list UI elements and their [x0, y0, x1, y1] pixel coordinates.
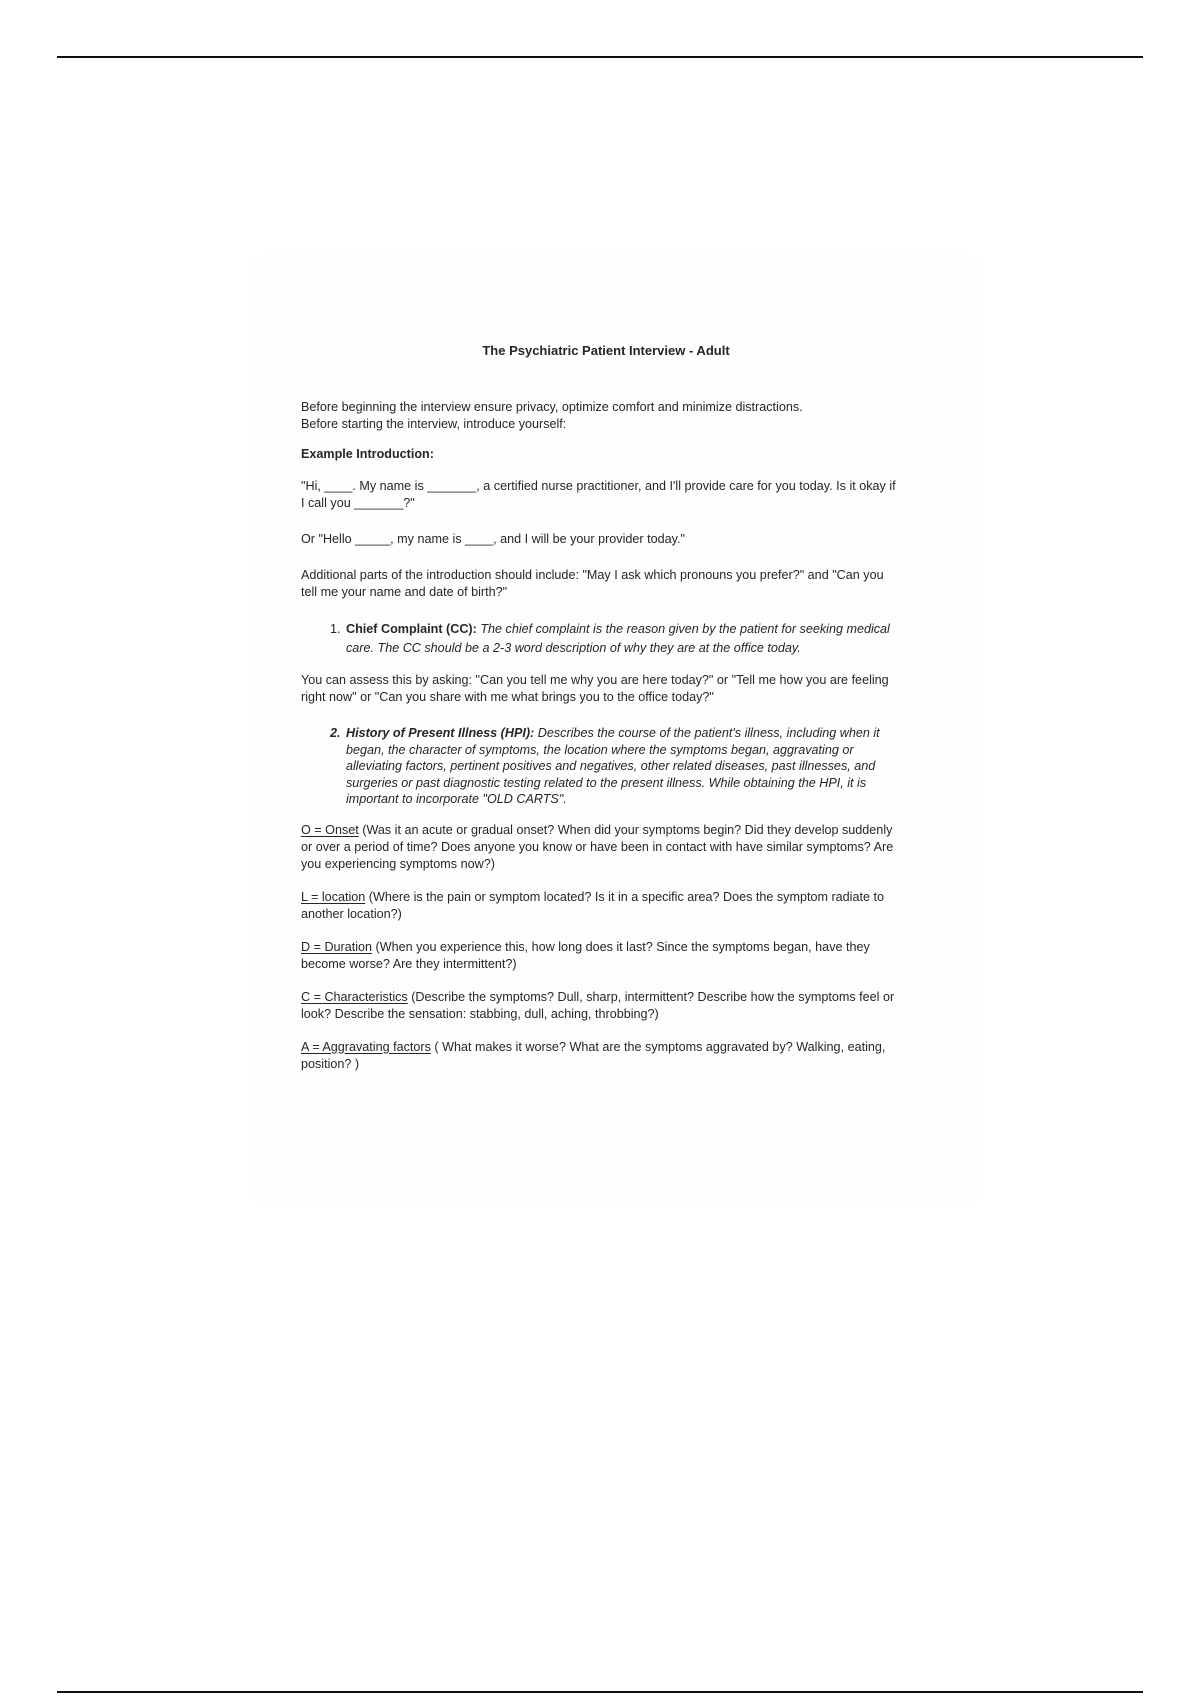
bottom-divider [57, 1691, 1143, 1693]
chief-complaint-item [344, 620, 901, 658]
example-introduction-1: "Hi, ____. My name is _______, a certified nurse practitioner, and I'll provide care for you today. Is it okay if I call you _______?" [301, 479, 896, 510]
chief-complaint-description: The chief complaint is the reason given by the patient for seeking medical care. The CC should be a 2-3 word description of why they are at the office today. [346, 622, 890, 655]
old-carts-characteristics [301, 989, 901, 1023]
intro-line-1: Before beginning the interview ensure privacy, optimize comfort and minimize distractions. [301, 400, 803, 414]
intro-paragraph [301, 399, 901, 433]
hpi-list [301, 725, 901, 808]
hpi-heading: History of Present Illness (HPI): [346, 726, 535, 740]
hpi-item [344, 725, 901, 808]
old-carts-duration [301, 939, 901, 973]
intro-line-2: Before starting the interview, introduce yourself: [301, 417, 567, 431]
document-page [258, 262, 975, 1200]
old-carts-detail: (Where is the pain or symptom located? Is it in a specific area? Does the symptom radiate to another location?) [301, 889, 884, 921]
old-carts-term: D = Duration [301, 939, 373, 954]
additional-introduction: Additional parts of the introduction should include: "May I ask which pronouns you prefer?" and "Can you tell me your name and date of birth?" [301, 568, 884, 599]
hpi-description: Describes the course of the patient's illness, including when it began, the character of symptoms, the location where the symptoms began, aggravating or alleviating factors, pertinent positives and negatives, other related diseases, past illnesses, and surgeries or past diagnostic testing related to the present illness. While obtaining the HPI, it is important to incorporate "OLD CARTS". [346, 726, 880, 806]
old-carts-term: O = Onset [301, 822, 359, 837]
old-carts-detail: (Describe the symptoms? Dull, sharp, intermittent? Describe how the symptoms feel or look? Describe the sensation: stabbing, dull, aching, throbbing?) [301, 989, 895, 1021]
chief-complaint-assessment: You can assess this by asking: "Can you tell me why you are here today?" or "Tell me how you are feeling right now" or "Can you share with me what brings you to the office today?" [301, 673, 889, 704]
document-content [301, 342, 901, 1089]
old-carts-term: L = location [301, 889, 366, 904]
old-carts-detail: (When you experience this, how long does it last? Since the symptoms began, have they become worse? Are they intermittent?) [301, 939, 870, 971]
old-carts-term: A = Aggravating factors [301, 1039, 431, 1054]
example-heading: Example Introduction: [301, 447, 434, 461]
old-carts-aggravating [301, 1039, 901, 1073]
chief-complaint-heading: Chief Complaint (CC): [346, 622, 477, 636]
chief-complaint-list [301, 620, 901, 658]
example-introduction-2: Or "Hello _____, my name is ____, and I will be your provider today." [301, 532, 685, 546]
old-carts-term: C = Characteristics [301, 989, 408, 1004]
old-carts-detail: (Was it an acute or gradual onset? When did your symptoms begin? Did they develop suddenly or over a period of time? Does anyone you know or have been in contact with have similar symptoms? Are you experiencing symptoms now?) [301, 822, 894, 871]
old-carts-detail: ( What makes it worse? What are the symptoms aggravated by? Walking, eating, position? ) [301, 1039, 886, 1071]
old-carts-location [301, 889, 901, 923]
top-divider [57, 56, 1143, 58]
old-carts-onset [301, 822, 901, 873]
old-carts-section [301, 822, 901, 1073]
document-title: The Psychiatric Patient Interview - Adult [482, 343, 730, 358]
